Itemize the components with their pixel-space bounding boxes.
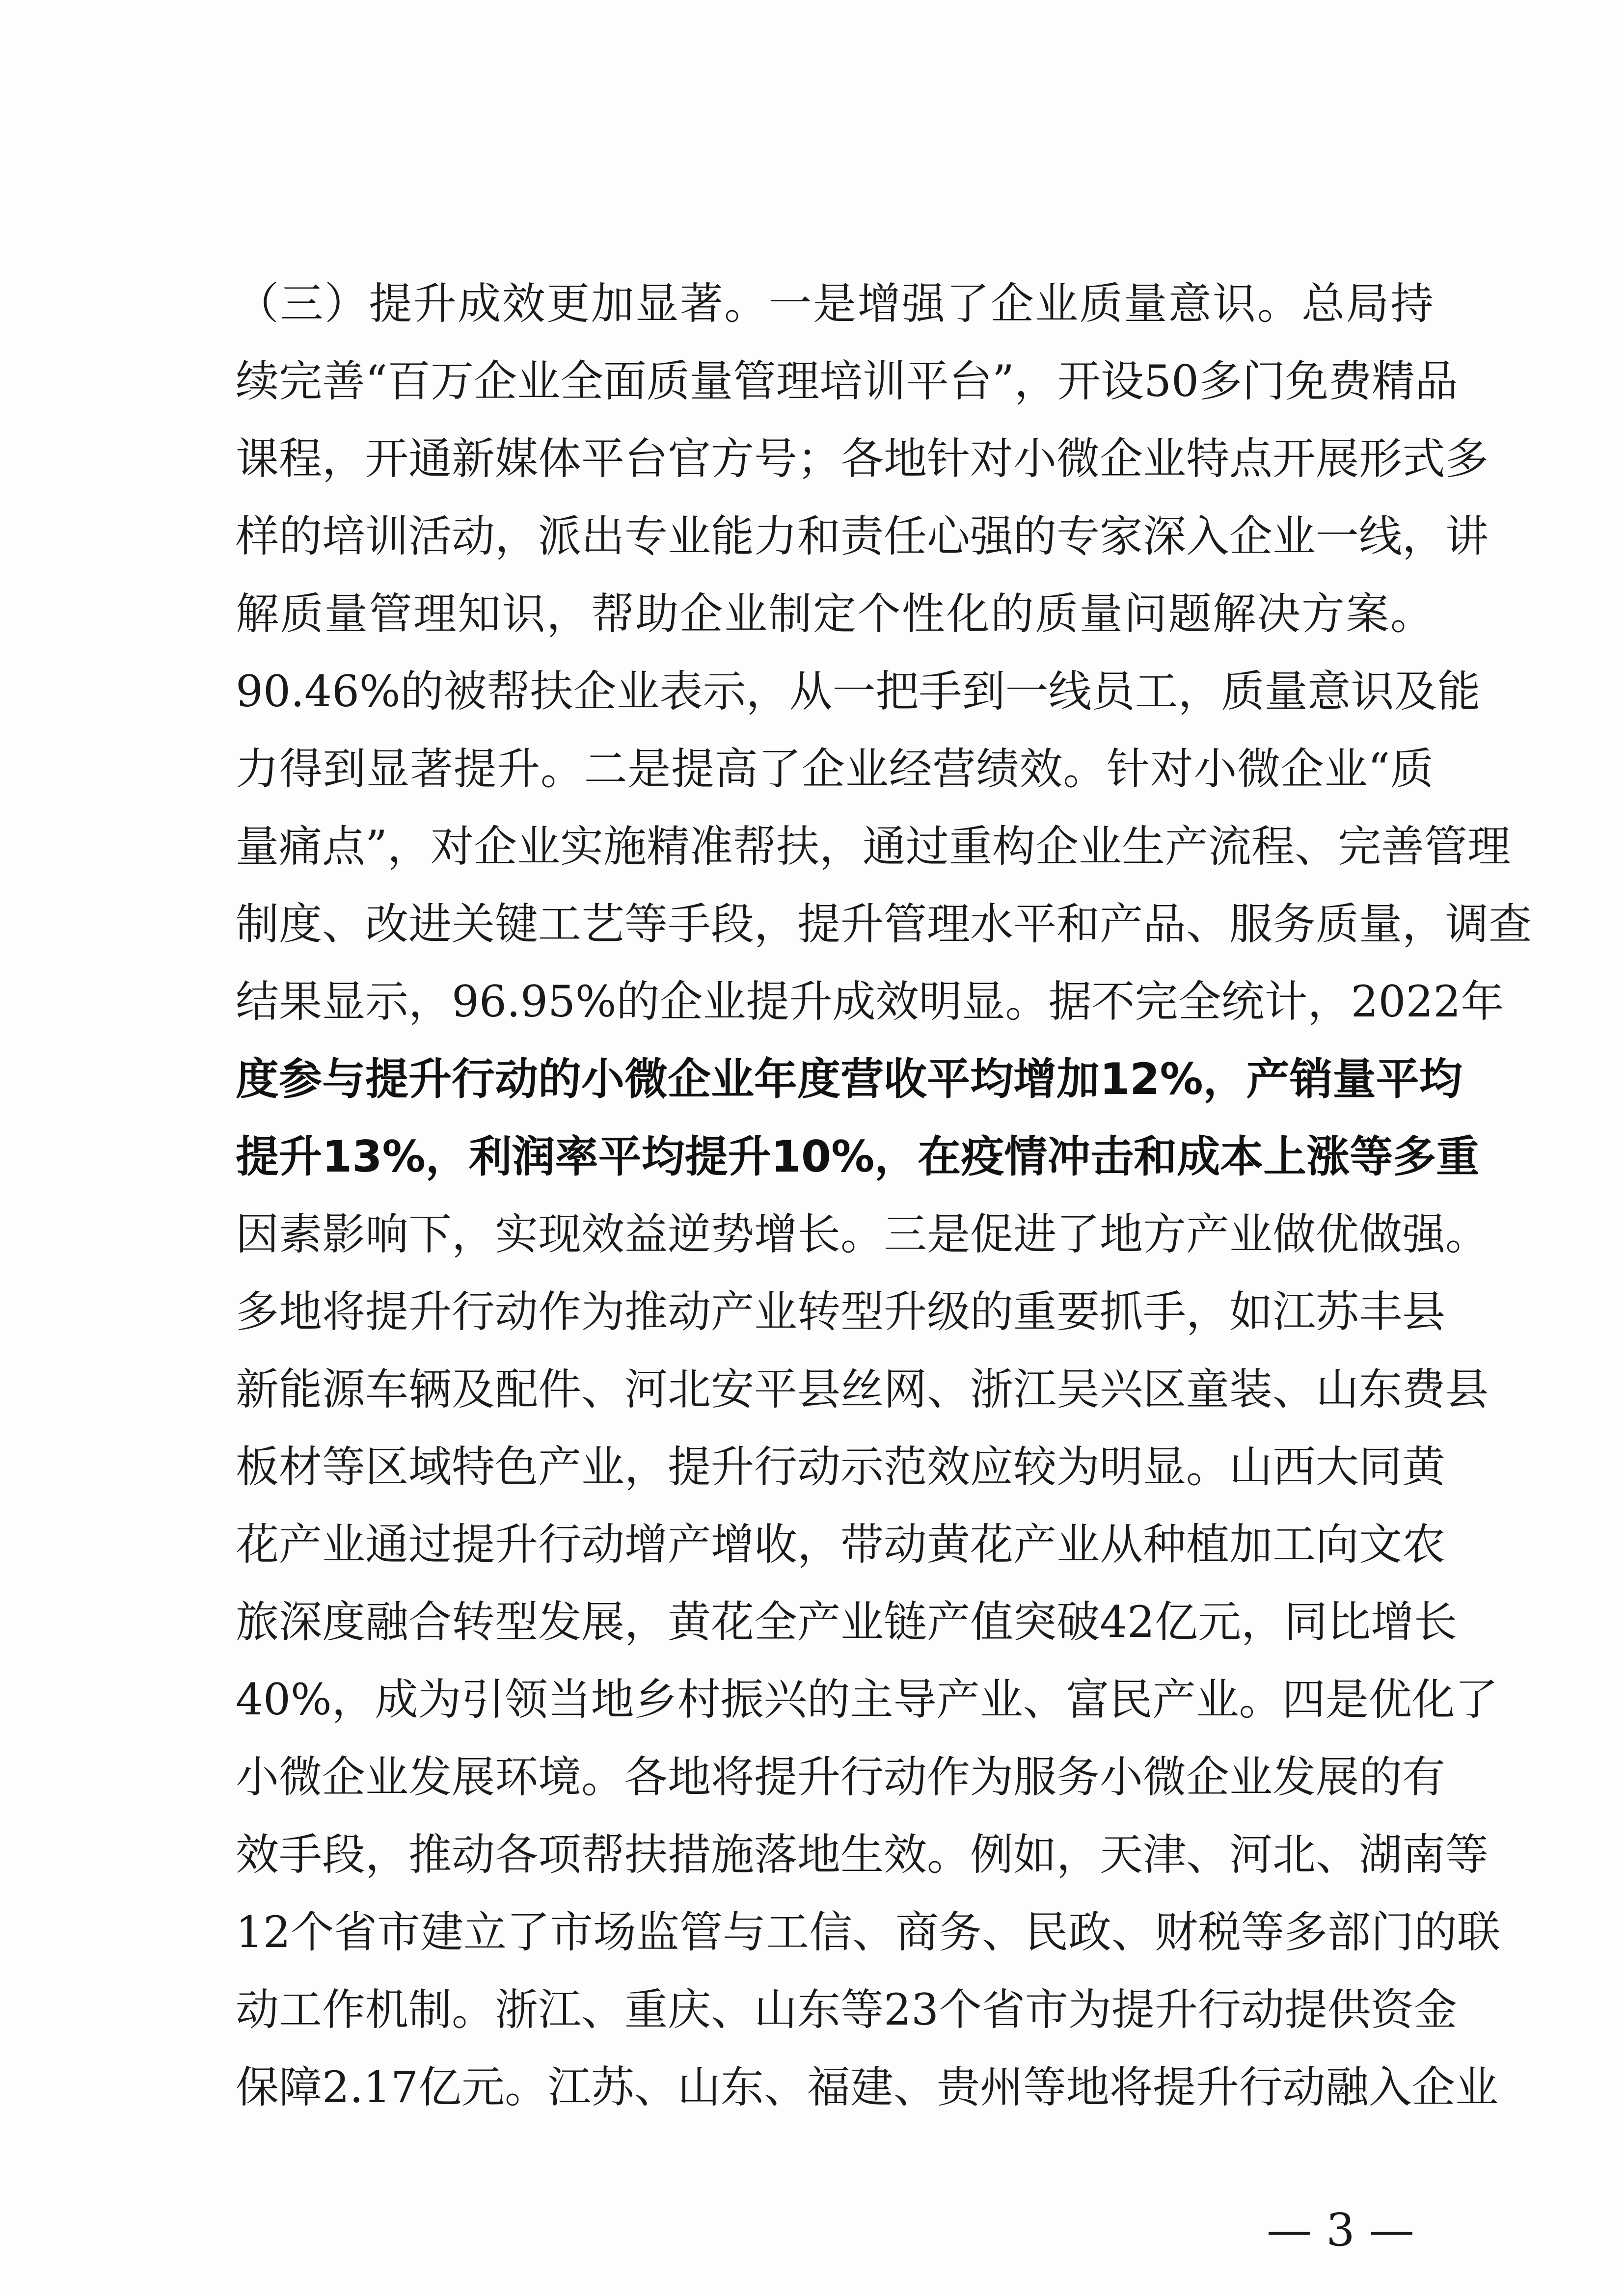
text-line: 样的培训活动，派出专业能力和责任心强的专家深入企业一线，讲 bbox=[236, 511, 1489, 561]
text-line: 因素影响下，实现效益逆势增长。三是促进了地方产业做优做强。 bbox=[236, 1209, 1489, 1259]
text-line: 课程，开通新媒体平台官方号；各地针对小微企业特点开展形式多 bbox=[236, 433, 1489, 484]
text-line: 小微企业发展环境。各地将提升行动作为服务小微企业发展的有 bbox=[236, 1752, 1446, 1802]
text-line: 保障2.17亿元。江苏、山东、福建、贵州等地将提升行动融入企业 bbox=[236, 2062, 1498, 2112]
text-line: 量痛点”，对企业实施精准帮扶，通过重构企业生产流程、完善管理 bbox=[236, 821, 1511, 872]
text-line: 新能源车辆及配件、河北安平县丝网、浙江吴兴区童装、山东费县 bbox=[236, 1364, 1489, 1415]
text-line: 解质量管理知识，帮助企业制定个性化的质量问题解决方案。 bbox=[236, 588, 1434, 639]
text-line: 力得到显著提升。二是提高了企业经营绩效。针对小微企业“质 bbox=[236, 744, 1434, 794]
text-line-bold: 度参与提升行动的小微企业年度营收平均增加12%，产销量平均 bbox=[236, 1054, 1462, 1104]
text-line-bold: 提升13%，利润率平均提升10%，在疫情冲击和成本上涨等多重 bbox=[236, 1131, 1480, 1182]
body-text bbox=[236, 265, 1532, 2126]
text-line: 制度、改进关键工艺等手段，提升管理水平和产品、服务质量，调查 bbox=[236, 899, 1532, 949]
text-line: （三）提升成效更加显著。一是增强了企业质量意识。总局持 bbox=[236, 278, 1434, 329]
text-line: 旅深度融合转型发展，黄花全产业链产值突破42亿元，同比增长 bbox=[236, 1597, 1457, 1647]
text-line: 效手段，推动各项帮扶措施落地生效。例如，天津、河北、湖南等 bbox=[236, 1829, 1489, 1880]
text-line: 90.46%的被帮扶企业表示，从一把手到一线员工，质量意识及能 bbox=[236, 666, 1481, 717]
text-line: 花产业通过提升行动增产增收，带动黄花产业从种植加工向文农 bbox=[236, 1519, 1446, 1570]
page-number: — 3 — bbox=[1267, 2204, 1415, 2256]
text-line: 结果显示，96.95%的企业提升成效明显。据不完全统计，2022年 bbox=[236, 976, 1504, 1027]
text-line: 动工作机制。浙江、重庆、山东等23个省市为提升行动提供资金 bbox=[236, 1984, 1457, 2035]
text-line: 12个省市建立了市场监管与工信、商务、民政、财税等多部门的联 bbox=[236, 1907, 1500, 1957]
text-line: 多地将提升行动作为推动产业转型升级的重要抓手，如江苏丰县 bbox=[236, 1286, 1446, 1337]
text-line: 板材等区域特色产业，提升行动示范效应较为明显。山西大同黄 bbox=[236, 1442, 1446, 1492]
text-line: 40%，成为引领当地乡村振兴的主导产业、富民产业。四是优化了 bbox=[236, 1674, 1498, 1725]
text-line: 续完善“百万企业全面质量管理培训平台”，开设50多门免费精品 bbox=[236, 356, 1458, 406]
